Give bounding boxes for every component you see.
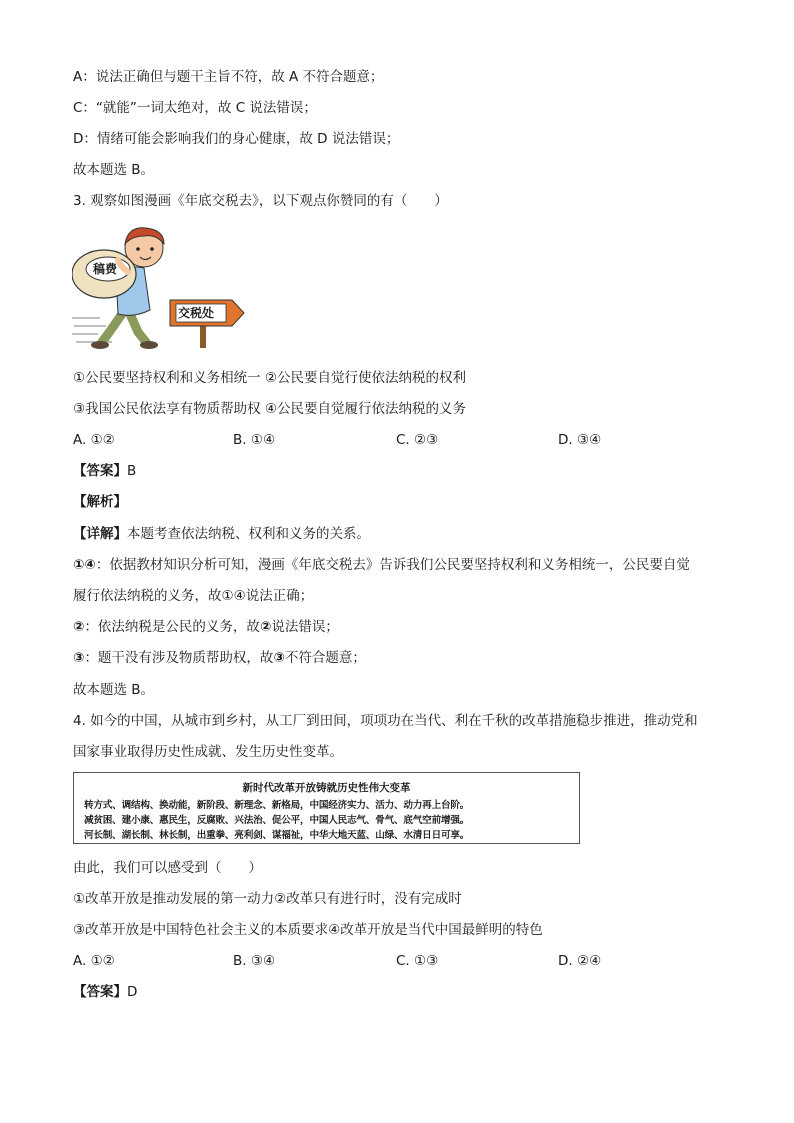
point-3-head: ③ (73, 650, 85, 666)
q4-answer-tag: 【答案】 (73, 984, 127, 1000)
q4-answer-value: D (127, 984, 138, 1000)
q2-analysis-d: D：情绪可能会影响我们的身心健康，故 D 说法错误； (73, 131, 400, 147)
point-3-tail: 不符合题意； (284, 650, 366, 666)
reform-summary-box (73, 772, 580, 844)
q3-point-3 (73, 649, 366, 667)
box-row-3: 河长制、湖长制、林长制，出重拳、亮利剑、谋福祉，中华大地天蓝、山绿、水清日日可享。 (84, 830, 470, 841)
q3-answer-line (73, 462, 136, 480)
point-1-head: ①④ (73, 557, 96, 573)
point-3-mid: ③ (273, 650, 285, 666)
q4-option-c: C. ①③ (396, 953, 439, 969)
q4-option-b: B. ③④ (233, 953, 276, 969)
q4-answer-line (73, 983, 137, 1001)
q3-point-1-cont: 履行依法纳税的义务，故①④说法正确； (73, 588, 314, 604)
point-1-text: ：依据教材知识分析可知，漫画《年底交税去》告诉我们公民要坚持权利和义务相统一，公民要自觉 (95, 557, 690, 573)
answer-value: B (127, 463, 137, 479)
q3-detail-line (73, 525, 370, 543)
q3-point-1 (73, 556, 690, 574)
q4-statements-2: ③改革开放是中国特色社会主义的本质要求④改革开放是当代中国最鲜明的特色 (73, 922, 543, 938)
q4-option-d: D. ②④ (558, 953, 602, 969)
q3-conclusion: 故本题选 B。 (73, 682, 155, 698)
point-2-head: ② (73, 619, 85, 635)
q3-statements-2: ③我国公民依法享有物质帮助权 ④公民要自觉履行依法纳税的义务 (73, 401, 466, 417)
q4-stem-2: 国家事业取得历史性成就、发生历史性变革。 (73, 744, 343, 760)
point-2-text: ：依法纳税是公民的义务，故 (84, 619, 260, 635)
q3-point-2 (73, 618, 339, 636)
box-row-1: 转方式、调结构、换动能，新阶段、新理念、新格局，中国经济实力、活力、动力再上台阶。 (84, 800, 470, 811)
q3-statements-1: ①公民要坚持权利和义务相统一 ②公民要自觉行使依法纳税的权利 (73, 370, 466, 386)
answer-tag: 【答案】 (73, 463, 127, 479)
detail-text: 本题考查依法纳税、权利和义务的关系。 (127, 526, 370, 542)
q2-analysis-a: A：说法正确但与题干主旨不符，故 A 不符合题意； (73, 69, 384, 85)
q4-statements-1: ①改革开放是推动发展的第一动力②改革只有进行时，没有完成时 (73, 891, 462, 907)
q3-analysis-tag (73, 493, 127, 511)
point-2-tail: 说法错误； (271, 619, 339, 635)
point-2-mid: ② (259, 619, 272, 635)
q3-option-b: B. ①④ (233, 432, 276, 448)
q4-lead: 由此，我们可以感受到（ ） (73, 860, 262, 876)
q4-stem-1: 4. 如今的中国，从城市到乡村，从工厂到田间，项项功在当代、利在千秋的改革措施稳步推进，推动党和 (73, 713, 698, 729)
box-row-2: 减贫困、建小康、惠民生，反腐败、兴法治、促公平，中国人民志气、骨气、底气空前增强。 (84, 815, 470, 826)
q3-stem: 3. 观察如图漫画《年底交税去》，以下观点你赞同的有（ ） (73, 193, 448, 209)
q3-option-d: D. ③④ (558, 432, 602, 448)
sign-label: 交税处 (178, 306, 215, 320)
analysis-tag: 【解析】 (73, 494, 127, 510)
q3-option-a: A. ①② (73, 432, 115, 448)
q3-option-c: C. ②③ (396, 432, 439, 448)
box-title: 新时代改革开放铸就历史性伟大变革 (242, 782, 411, 794)
tax-cartoon (72, 222, 247, 350)
q4-option-a: A. ①② (73, 953, 115, 969)
bag-label: 稿费 (93, 262, 118, 276)
q2-analysis-c: C：“就能”一词太绝对，故 C 说法错误； (73, 100, 317, 116)
detail-tag: 【详解】 (73, 526, 127, 542)
point-3-text: ：题干没有涉及物质帮助权，故 (84, 650, 274, 666)
q2-conclusion: 故本题选 B。 (73, 162, 155, 178)
